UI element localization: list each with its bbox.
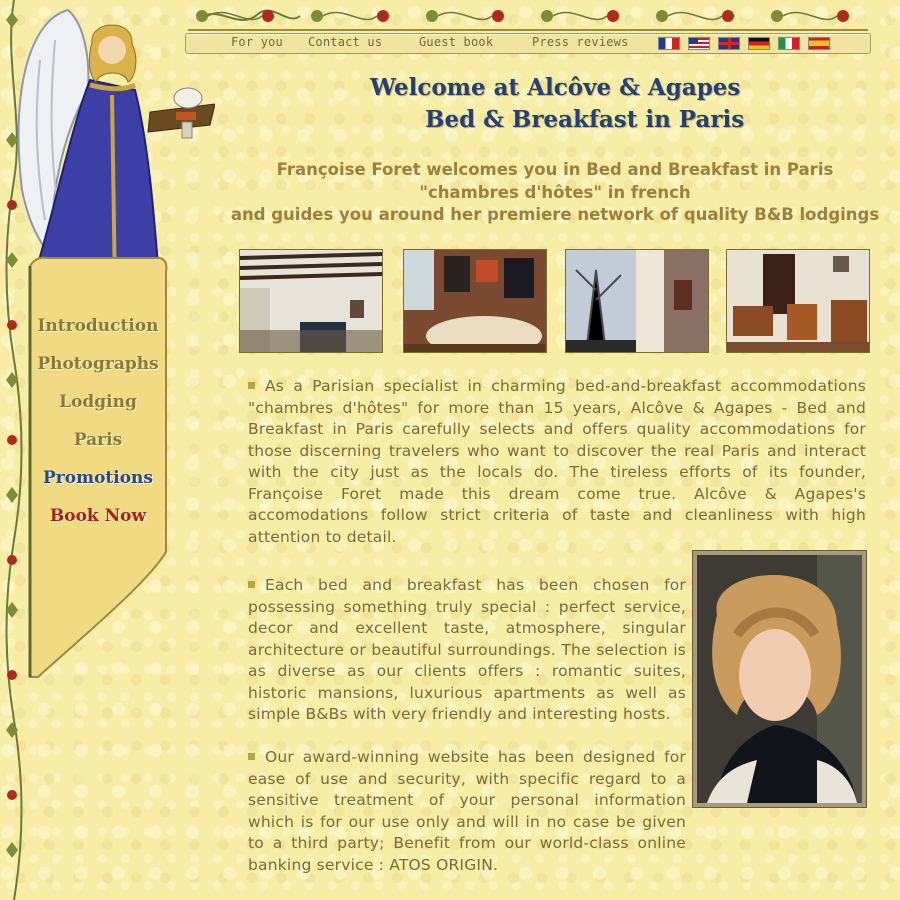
lodging-photo-2[interactable] [403,249,547,353]
lodging-photo-1[interactable] [239,249,383,353]
flag-italy-icon[interactable] [778,37,800,50]
nav-book-now-link[interactable]: Book Now [49,506,147,526]
flag-uk-cross-horizontal [719,42,739,45]
founder-portrait-image [697,555,862,803]
guest-book-link[interactable]: Guest book [419,35,494,49]
selection-paragraph [248,575,686,726]
top-link-bar [185,33,871,54]
press-reviews-link[interactable]: Press reviews [532,35,629,49]
paragraph-1-text: As a Parisian specialist in charming bed-and-breakfast accommodations "chambres d'hôtes" for more than 15 years, Alcôve & Agapes - Bed and Breakfast in Paris carefully selects and offers quality accommodations for those discerning travelers who want to discover the real Paris and interact with the city just as the locals do. The tireless efforts of its founder, Françoise Foret made this dream come true. Alcôve & Agapes's accomodations follow strict criteria of taste and cleanliness with high attention to detail. [248,377,866,546]
for-you-link[interactable]: For you [231,35,283,49]
flag-spain-icon[interactable] [808,37,830,50]
lodging-photo-4-image [727,250,870,353]
flag-uk-icon[interactable] [718,37,740,50]
flag-usa-canton [689,38,698,44]
bullet-icon [248,753,255,760]
nav-lodging-link[interactable]: Lodging [59,392,137,412]
lodging-photo-3[interactable] [565,249,709,353]
flag-germany-icon[interactable] [748,37,770,50]
bullet-icon [248,581,255,588]
title-line-1: Welcome at Alcôve & Agapes [370,74,741,101]
bullet-icon [248,382,255,389]
intro-text [210,159,900,227]
flag-france-icon[interactable] [658,37,680,50]
security-paragraph [248,747,686,876]
flag-usa-icon[interactable] [688,37,710,50]
intro-paragraph [248,376,866,548]
nav-introduction-link[interactable]: Introduction [37,316,159,336]
page-title [370,72,750,136]
floral-ornament-border [188,2,868,32]
intro-line-2: "chambres d'hôtes" in french [419,182,691,202]
founder-portrait-photo [693,551,866,807]
paragraph-3-text: Our award-winning website has been designed for ease of use and security, with specific regard to a sensitive treatment of your personal information which is for our use only and will in no case be given to a third party; Benefit from our world-class online banking service : ATOS ORIGIN. [248,748,686,874]
title-line-2: Bed & Breakfast in Paris [425,106,745,133]
nav-photographs-link[interactable]: Photographs [37,354,159,374]
nav-promotions-link[interactable]: Promotions [43,468,153,488]
side-navigation-list [28,314,168,542]
side-navigation [28,252,168,682]
nav-paris-link[interactable]: Paris [73,430,123,450]
lodging-photo-2-image [404,250,547,353]
paragraph-2-text: Each bed and breakfast has been chosen for possessing something truly special : perfect service, decor and excellent taste, atmosphere, singular architecture or beautiful surroundings. The selection is as diverse as our clients offers : romantic suites, historic mansions, luxurious apartments as well as simple B&Bs with very friendly and interesting hosts. [248,576,686,723]
intro-line-3: and guides you around her premiere network of quality B&B lodgings [230,205,880,224]
lodging-photo-4[interactable] [726,249,870,353]
intro-line-1: Françoise Foret welcomes you in Bed and Breakfast in Paris [276,160,834,179]
lodging-photo-1-image [240,250,383,353]
lodging-photo-3-image [566,250,709,353]
contact-us-link[interactable]: Contact us [308,35,383,49]
